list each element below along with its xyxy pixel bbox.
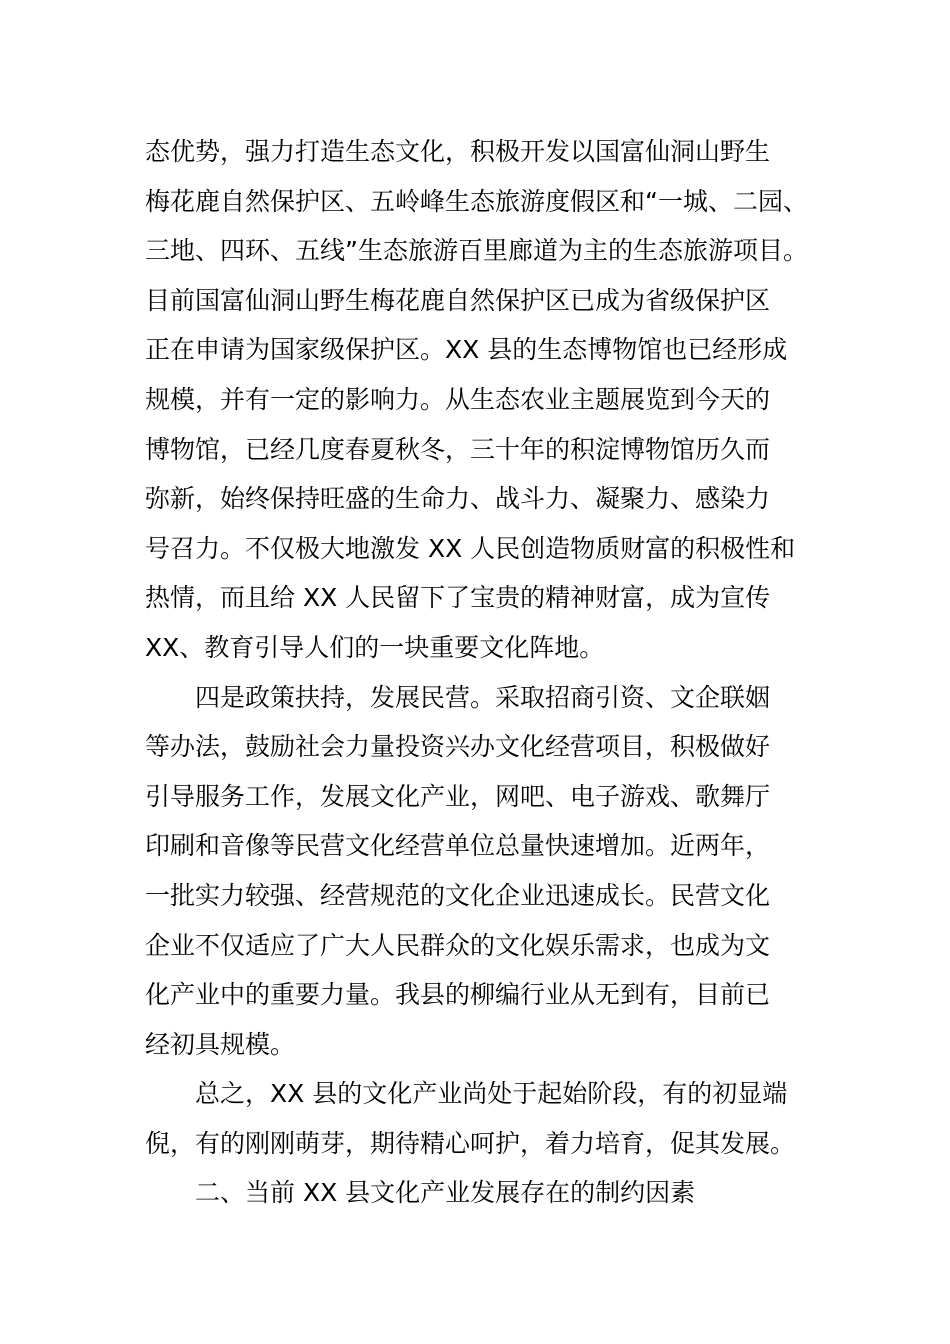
text-line: 热情，而且给 XX 人民留下了宝贵的精神财富，成为宣传 (145, 583, 771, 613)
text-line: XX、教育引导人们的一块重要文化阵地。 (145, 632, 605, 662)
text-line: 梅花鹿自然保护区、五岭峰生态旅游度假区和“一城、二园、 (145, 186, 808, 216)
text-line: 正在申请为国家级保护区。XX 县的生态博物馆也已经形成 (145, 335, 788, 365)
text-line: 总之，XX 县的文化产业尚处于起始阶段，有的初显端 (195, 1079, 788, 1109)
text-line: 一批实力较强、经营规范的文化企业迅速成长。民营文化 (145, 880, 771, 910)
text-line: 印刷和音像等民营文化经营单位总量快速增加。近两年， (145, 831, 771, 861)
section-heading (145, 1168, 817, 1218)
heading-text: 二、当前 XX 县文化产业发展存在的制约因素 (195, 1178, 696, 1208)
paragraph-summary (145, 1069, 817, 1168)
text-line: 企业不仅适应了广大人民群众的文化娱乐需求，也成为文 (145, 930, 771, 960)
text-line: 四是政策扶持，发展民营。采取招商引资、文企联姻 (195, 682, 771, 712)
text-line: 倪，有的刚刚萌芽，期待精心呵护，着力培育，促其发展。 (145, 1128, 796, 1158)
text-line: 等办法，鼓励社会力量投资兴办文化经营项目，积极做好 (145, 732, 771, 762)
paragraph-ecological-tourism (145, 127, 817, 673)
text-line: 态优势，强力打造生态文化，积极开发以国富仙洞山野生 (145, 137, 771, 166)
text-line: 引导服务工作，发展文化产业，网吧、电子游戏、歌舞厅 (145, 781, 771, 811)
text-line: 号召力。不仅极大地激发 XX 人民创造物质财富的积极性和 (145, 533, 796, 563)
document-body (145, 127, 817, 1218)
text-line: 经初具规模。 (145, 1029, 296, 1059)
text-line: 弥新，始终保持旺盛的生命力、战斗力、凝聚力、感染力 (145, 484, 771, 514)
text-line: 规模，并有一定的影响力。从生态农业主题展览到今天的 (145, 384, 771, 414)
paragraph-private-enterprise-policy (145, 673, 817, 1070)
text-line: 三地、四环、五线”生态旅游百里廊道为主的生态旅游项目。 (145, 236, 808, 266)
text-line: 化产业中的重要力量。我县的柳编行业从无到有，目前已 (145, 980, 771, 1010)
text-line: 目前国富仙洞山野生梅花鹿自然保护区已成为省级保护区 (145, 285, 771, 315)
text-line: 博物馆，已经几度春夏秋冬，三十年的积淀博物馆历久而 (145, 434, 771, 464)
